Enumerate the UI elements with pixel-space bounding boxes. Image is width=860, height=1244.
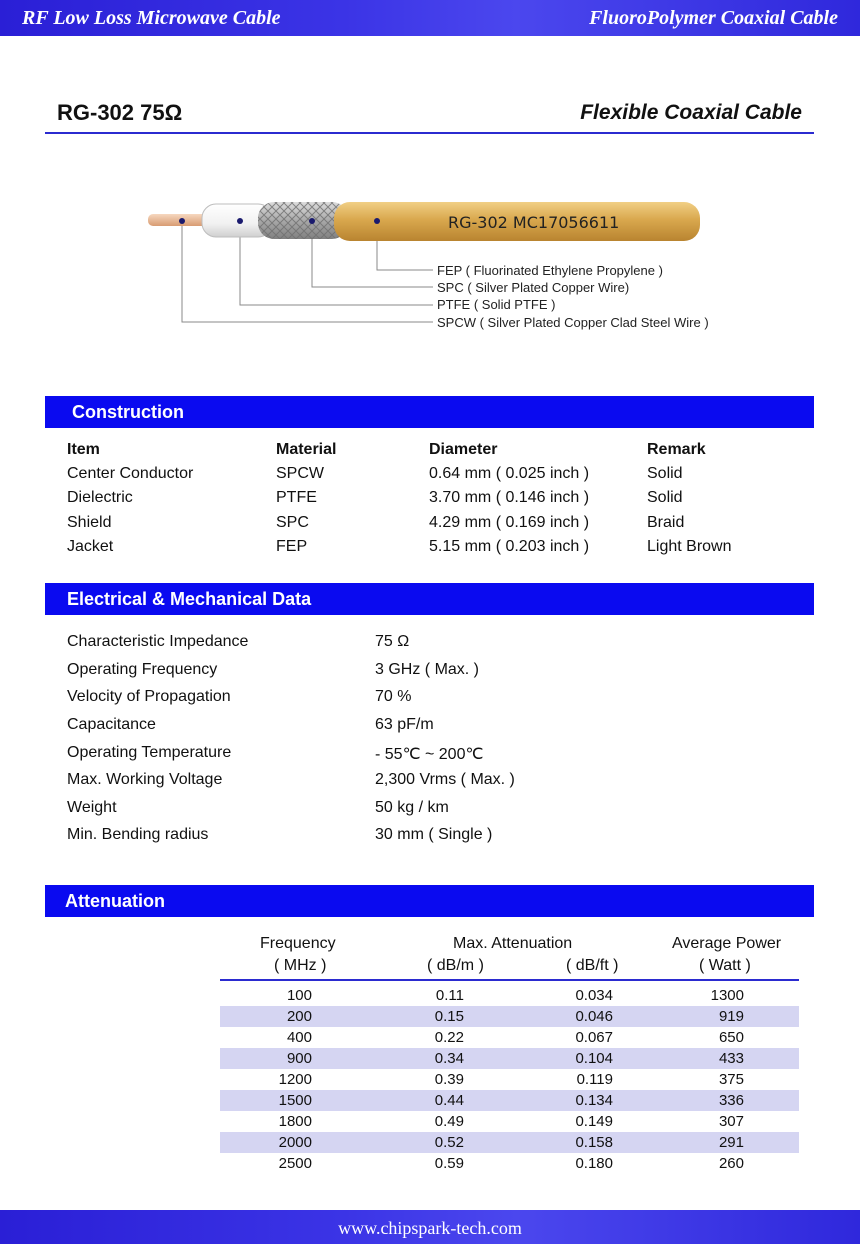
table-row [220, 1006, 799, 1027]
cell-material: FEP [276, 538, 308, 555]
cell-frequency: 1500 [278, 1092, 312, 1109]
cable-print-text: RG-302 MC17056611 [448, 213, 620, 232]
cell-item: Center Conductor [67, 465, 194, 482]
cell-power: 433 [718, 1050, 744, 1067]
footer-url[interactable]: www.chipspark-tech.com [338, 1218, 522, 1238]
product-type: Flexible Coaxial Cable [580, 101, 802, 124]
cell-frequency: 1200 [278, 1071, 312, 1088]
cell-frequency: 400 [286, 1029, 312, 1046]
cell-diameter: 0.64 mm ( 0.025 inch ) [429, 465, 590, 482]
cell-power: 260 [718, 1155, 744, 1172]
cell-db-ft: 0.067 [575, 1029, 613, 1046]
spec-value: 3 GHz ( Max. ) [375, 661, 480, 678]
cell-db-m: 0.34 [434, 1050, 464, 1067]
cell-db-ft: 0.104 [575, 1050, 613, 1067]
col-unit-ft: ( dB/ft ) [566, 957, 619, 974]
cell-material: PTFE [276, 489, 317, 506]
cell-db-ft: 0.134 [575, 1092, 613, 1109]
table-row [220, 1069, 799, 1090]
table-row [220, 1153, 799, 1174]
col-material: Material [276, 441, 337, 458]
cell-db-ft: 0.158 [575, 1134, 613, 1151]
spec-row [67, 826, 767, 850]
spec-label: Operating Frequency [67, 661, 218, 678]
electrical-header [45, 583, 814, 615]
cell-power: 307 [718, 1113, 744, 1130]
cell-power: 291 [718, 1134, 744, 1151]
cell-remark: Light Brown [647, 538, 732, 555]
electrical-title: Electrical & Mechanical Data [67, 589, 312, 609]
spec-label: Capacitance [67, 716, 156, 733]
table-divider [220, 979, 799, 981]
cell-power: 919 [718, 1008, 744, 1025]
table-row [220, 1027, 799, 1048]
cell-frequency: 100 [286, 987, 312, 1004]
spec-row [67, 716, 767, 740]
spec-value: 70 % [375, 688, 412, 705]
cell-db-ft: 0.149 [575, 1113, 613, 1130]
table-row [67, 514, 787, 538]
table-row [220, 1132, 799, 1153]
spec-value: 75 Ω [375, 633, 410, 650]
cell-db-ft: 0.119 [576, 1071, 613, 1088]
cell-remark: Braid [647, 514, 685, 531]
spec-label: Min. Bending radius [67, 826, 209, 843]
spec-label: Max. Working Voltage [67, 771, 223, 788]
cell-db-m: 0.52 [434, 1134, 464, 1151]
callout-fep: FEP ( Fluorinated Ethylene Propylene ) [437, 263, 663, 278]
col-diameter: Diameter [429, 441, 498, 458]
table-row [67, 489, 787, 513]
cell-frequency: 1800 [278, 1113, 312, 1130]
callout-spc: SPC ( Silver Plated Copper Wire) [437, 280, 630, 295]
spec-row [67, 799, 767, 823]
header-right-title: FluoroPolymer Coaxial Cable [589, 7, 838, 29]
cell-diameter: 4.29 mm ( 0.169 inch ) [429, 514, 590, 531]
cell-power: 375 [718, 1071, 744, 1088]
table-row [220, 985, 799, 1006]
cell-item: Jacket [67, 538, 114, 555]
callout-ptfe: PTFE ( Solid PTFE ) [437, 297, 556, 312]
table-row [67, 538, 787, 562]
spec-label: Operating Temperature [67, 744, 232, 761]
header-left-title: RF Low Loss Microwave Cable [22, 7, 281, 29]
spec-value: 50 kg / km [375, 799, 449, 816]
cell-frequency: 2000 [278, 1134, 312, 1151]
col-frequency-unit: ( MHz ) [274, 957, 327, 974]
spec-row [67, 633, 767, 657]
cell-power: 650 [718, 1029, 744, 1046]
spec-value: - 55℃ ~ 200℃ [375, 746, 484, 763]
cell-diameter: 3.70 mm ( 0.146 inch ) [429, 489, 590, 506]
attenuation-title: Attenuation [65, 891, 165, 911]
construction-title: Construction [72, 402, 184, 422]
cell-db-m: 0.49 [434, 1113, 464, 1130]
cell-item: Dielectric [67, 489, 133, 506]
title-row [45, 96, 814, 134]
cell-db-m: 0.59 [434, 1155, 464, 1172]
cell-db-m: 0.15 [434, 1008, 464, 1025]
cell-remark: Solid [647, 489, 683, 506]
cell-diameter: 5.15 mm ( 0.203 inch ) [429, 538, 590, 555]
col-item: Item [67, 441, 100, 458]
header-bar [0, 0, 860, 36]
cell-db-m: 0.22 [434, 1029, 464, 1046]
col-frequency: Frequency [260, 935, 336, 952]
spec-row [67, 661, 767, 685]
spec-row [67, 688, 767, 712]
table-row [67, 465, 787, 489]
spec-row [67, 771, 767, 795]
cell-material: SPCW [276, 465, 324, 482]
spec-label: Velocity of Propagation [67, 688, 231, 705]
cell-db-ft: 0.046 [575, 1008, 613, 1025]
cell-frequency: 900 [286, 1050, 312, 1067]
spec-label: Weight [67, 799, 117, 816]
spec-label: Characteristic Impedance [67, 633, 249, 650]
cell-db-m: 0.39 [434, 1071, 464, 1088]
cell-material: SPC [276, 514, 309, 531]
product-model: RG-302 75Ω [57, 100, 183, 125]
spec-value: 63 pF/m [375, 716, 434, 733]
footer-bar [0, 1210, 860, 1244]
spec-row [67, 744, 767, 768]
cell-db-ft: 0.034 [575, 987, 613, 1004]
cell-frequency: 200 [286, 1008, 312, 1025]
attenuation-header [45, 885, 814, 917]
col-power: Average Power [672, 935, 782, 952]
cell-power: 336 [718, 1092, 744, 1109]
col-power-unit: ( Watt ) [699, 957, 751, 974]
table-row [220, 1111, 799, 1132]
cell-db-m: 0.11 [435, 987, 464, 1004]
construction-header [45, 396, 814, 428]
cell-power: 1300 [710, 987, 744, 1004]
table-row [220, 1090, 799, 1111]
cell-db-m: 0.44 [434, 1092, 464, 1109]
construction-header-row [67, 441, 787, 465]
spec-value: 2,300 Vrms ( Max. ) [375, 771, 515, 788]
cell-item: Shield [67, 514, 112, 531]
callout-spcw: SPCW ( Silver Plated Copper Clad Steel Wire ) [437, 315, 709, 330]
col-unit-m: ( dB/m ) [427, 957, 484, 974]
cell-frequency: 2500 [278, 1155, 312, 1172]
col-attenuation: Max. Attenuation [453, 935, 573, 952]
spec-value: 30 mm ( Single ) [375, 826, 493, 843]
col-remark: Remark [647, 441, 706, 458]
cell-db-ft: 0.180 [575, 1155, 613, 1172]
cell-remark: Solid [647, 465, 683, 482]
table-row [220, 1048, 799, 1069]
